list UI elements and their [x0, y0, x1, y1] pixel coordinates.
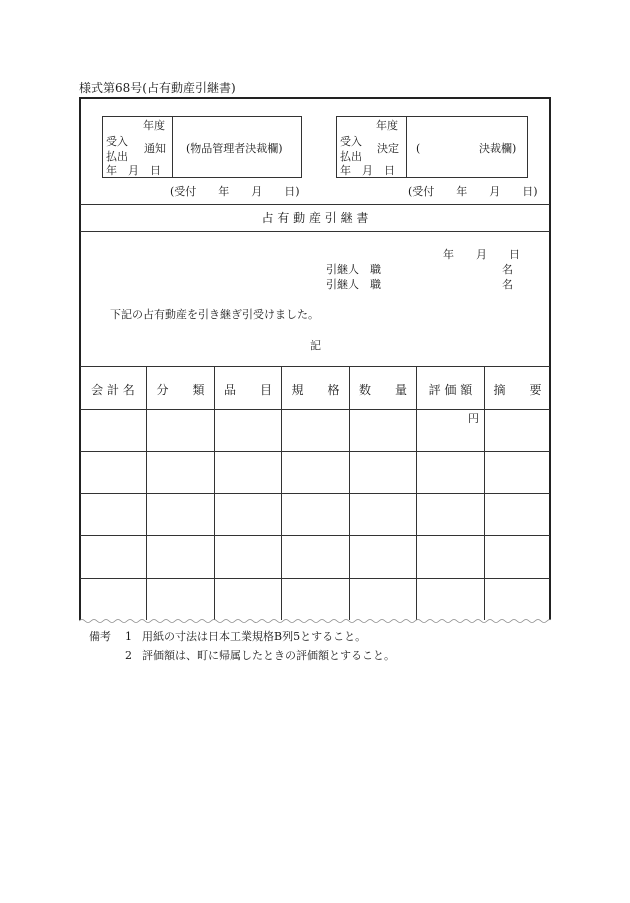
table-row-rule: [80, 535, 550, 536]
table-col-rule: [416, 366, 417, 620]
header-kaikei: 会 計 名: [91, 383, 135, 397]
right-paren-open: (: [416, 142, 421, 155]
ki-label: 記: [310, 339, 321, 352]
torn-edge: [79, 618, 551, 624]
right-kessai-label: 決裁欄): [479, 142, 517, 155]
left-tsuchi: 通知: [144, 142, 166, 155]
table-row-rule: [80, 578, 550, 579]
note-1-num: 1: [125, 630, 132, 643]
header-tekiyo: 摘 要: [493, 383, 542, 397]
table-col-rule: [349, 366, 350, 620]
header-hinmoku: 品 目: [223, 383, 272, 397]
table-col-rule: [281, 366, 282, 620]
table-top-rule: [80, 366, 550, 367]
unit-yen: 円: [468, 412, 479, 425]
form-number: 様式第68号(占有動産引継書): [79, 81, 236, 95]
right-nendo: 年度: [376, 119, 398, 132]
table-col-rule: [146, 366, 147, 620]
document-date: 年 月 日: [443, 248, 520, 261]
left-ukeire: 受入: [106, 135, 128, 148]
header-bunrui: 分 類: [156, 383, 205, 397]
title-bottom-rule: [80, 231, 550, 232]
left-date: 年 月 日: [106, 164, 161, 177]
right-harai: 払出: [340, 150, 362, 163]
table-header-rule: [80, 409, 550, 410]
note-2-text: 評価額は、町に帰属したときの評価額とすること。: [142, 649, 395, 662]
right-date: 年 月 日: [340, 164, 395, 177]
table-row-rule: [80, 451, 550, 452]
table-col-rule: [214, 366, 215, 620]
table-col-rule: [484, 366, 485, 620]
statement-text: 下記の占有動産を引き継ぎ引受けました。: [110, 308, 319, 321]
notes-label: 備考: [89, 630, 111, 643]
right-box-divider: [406, 116, 407, 178]
receipt-right: (受付 年 月 日): [408, 185, 538, 198]
successor-2-label: 引継人 職: [326, 278, 381, 291]
successor-2-name: 名: [502, 278, 513, 291]
left-box-divider: [172, 116, 173, 178]
left-kessai-label: (物品管理者決裁欄): [186, 142, 283, 155]
table-row-rule: [80, 493, 550, 494]
right-ukeire: 受入: [340, 135, 362, 148]
document-title: 占 有 動 産 引 継 書: [261, 211, 369, 225]
successor-1-label: 引継人 職: [326, 263, 381, 276]
right-kettei: 決定: [377, 142, 399, 155]
header-suryo: 数 量: [358, 383, 407, 397]
note-1-text: 用紙の寸法は日本工業規格B列5とすること。: [142, 630, 367, 643]
receipt-left: (受付 年 月 日): [170, 185, 300, 198]
left-harai: 払出: [106, 150, 128, 163]
title-top-rule: [80, 204, 550, 205]
successor-1-name: 名: [502, 263, 513, 276]
header-kikaku: 規 格: [291, 383, 340, 397]
note-2-num: 2: [125, 649, 132, 662]
left-nendo: 年度: [143, 119, 165, 132]
header-hyokagaku: 評 価 額: [428, 383, 473, 397]
